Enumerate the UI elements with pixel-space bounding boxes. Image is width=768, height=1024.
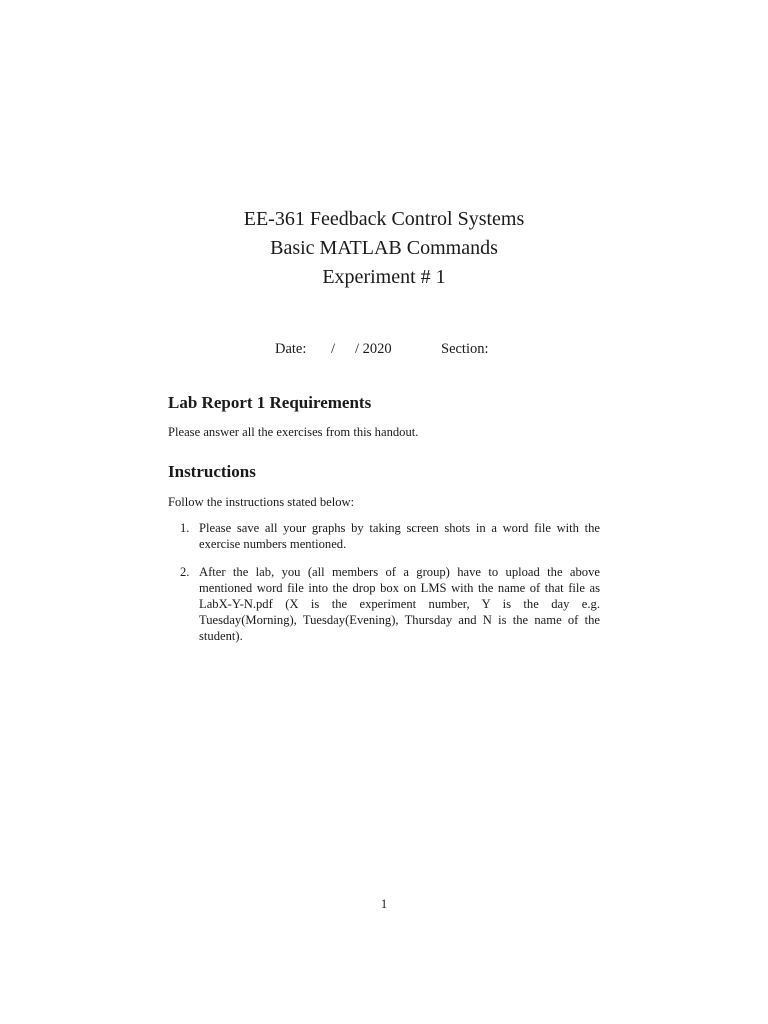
experiment-title: Experiment # 1 <box>322 266 446 288</box>
requirements-heading: Lab Report 1 Requirements <box>168 393 372 412</box>
course-title: EE-361 Feedback Control Systems <box>243 208 525 230</box>
instructions-intro: Follow the instructions stated below: <box>168 495 355 509</box>
requirements-text: Please answer all the exercises from this handout. <box>168 425 419 439</box>
instructions-list <box>168 520 600 644</box>
list-item <box>168 520 600 552</box>
section-label: Section: <box>441 341 489 357</box>
list-item-number: 1. <box>180 521 190 535</box>
instructions-heading: Instructions <box>168 462 256 481</box>
list-item <box>168 564 600 644</box>
date-year: / 2020 <box>355 341 392 357</box>
list-item-number: 2. <box>180 565 190 579</box>
topic-title: Basic MATLAB Commands <box>270 237 498 259</box>
date-section-line <box>0 339 768 359</box>
list-item-text: After the lab, you (all members of a group) have to upload the above mentioned word file into the drop box on LMS with the name of that file as LabX-Y-N.pdf (X is the experiment number, Y is the day e.g. Tuesday(Morning), Tuesday(Evening), Thursday and N is the name of the student). <box>199 565 600 643</box>
list-item-text: Please save all your graphs by taking screen shots in a word file with the exercise numbers mentioned. <box>199 521 600 551</box>
page-number: 1 <box>380 897 388 911</box>
title-block <box>0 205 768 292</box>
date-separator-1: / <box>331 341 336 357</box>
date-label: Date: <box>275 341 307 357</box>
